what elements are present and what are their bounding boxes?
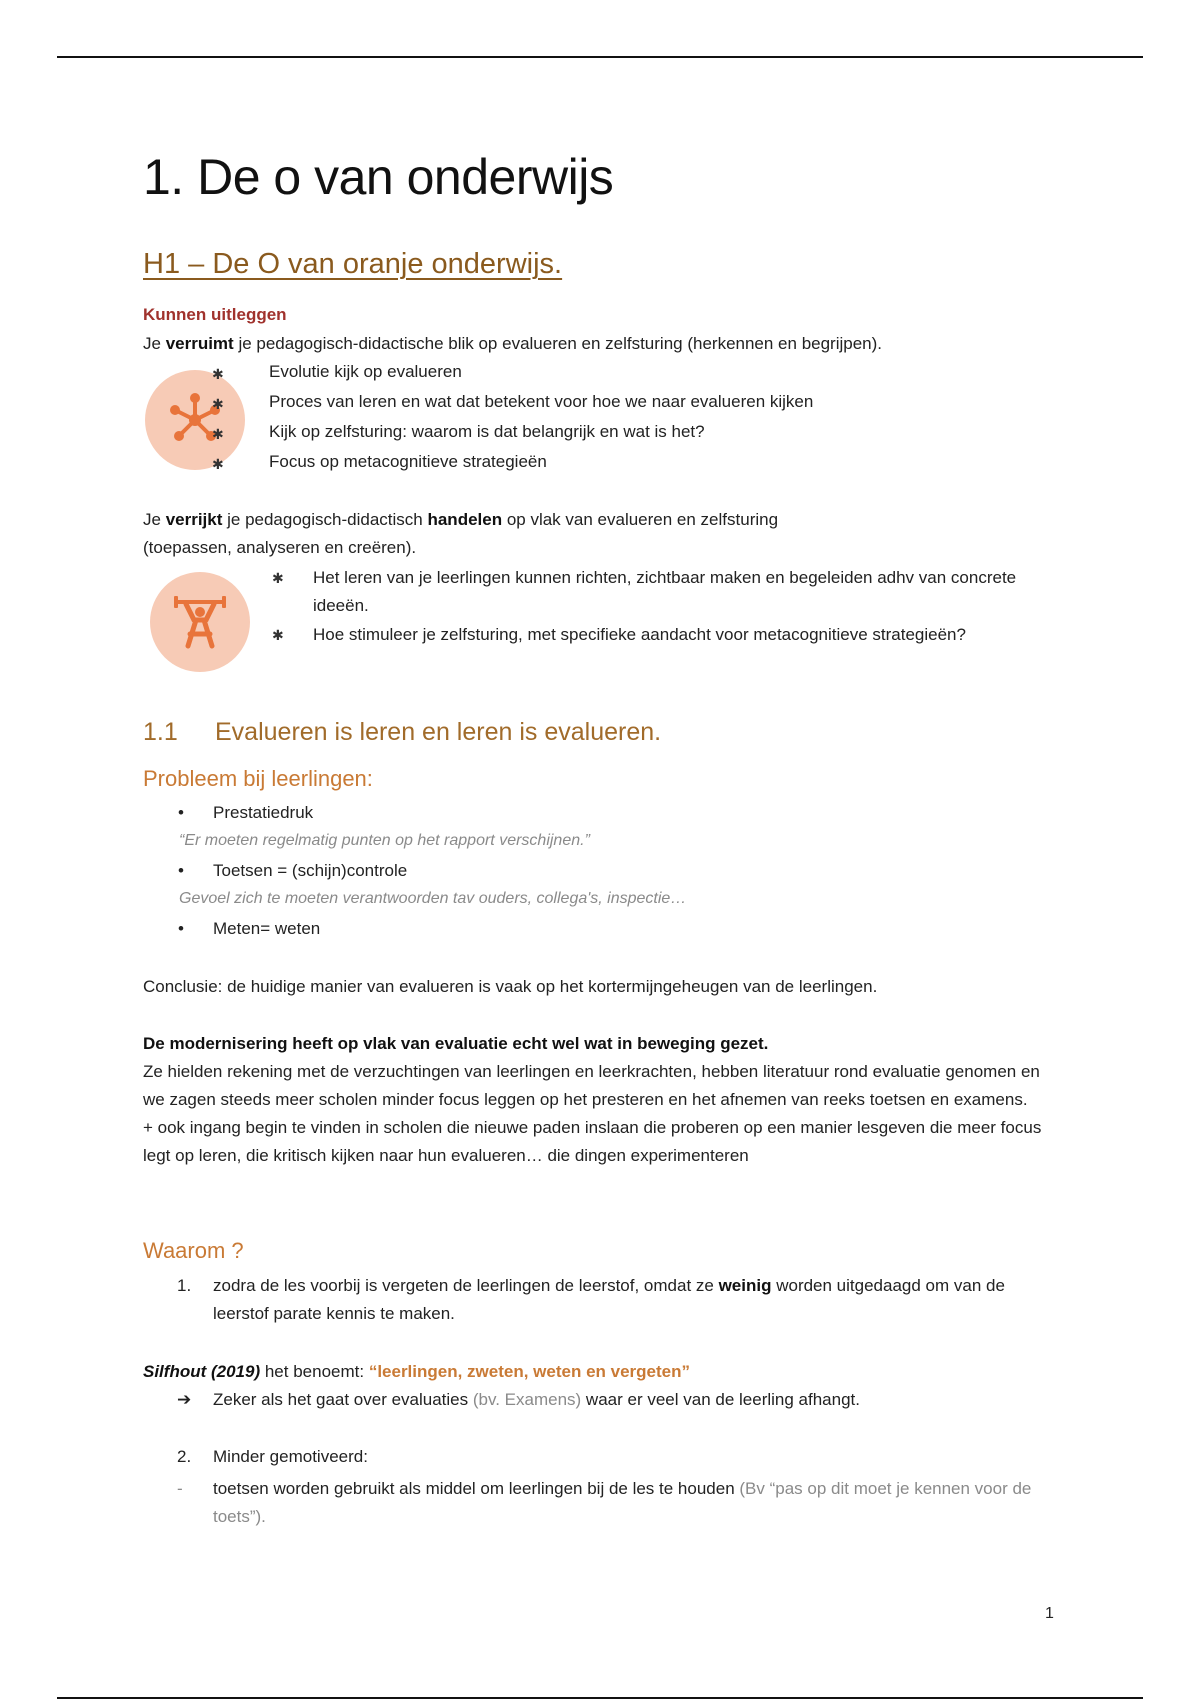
list-item: ✱ Hoe stimuleer je zelfsturing, met specifieke aandacht voor metacognitieve strategieën? <box>272 625 966 644</box>
list-item: ✱ Het leren van je leerlingen kunnen richten, zichtbaar maken en begeleiden adhv van concrete ideeën. <box>272 568 1017 615</box>
verruimt-list <box>212 357 814 477</box>
conclusie-paragraph: Conclusie: de huidige manier van evalueren is vaak op het kortermijngeheugen van de leerlingen. <box>143 977 878 996</box>
list-item: ✱ Focus op metacognitieve strategieën <box>212 452 547 472</box>
verrijkt-paragraph: Je verrijkt je pedagogisch-didactisch handelen op vlak van evalueren en zelfsturing (toepassen, analyseren en creëren). <box>143 510 779 557</box>
list-item: ✱ Proces van leren en wat dat betekent voor hoe we naar evalueren kijken <box>212 392 814 412</box>
kunnen-uitleggen-label: Kunnen uitleggen <box>143 305 287 324</box>
probleem-bullet: • Prestatiedruk <box>178 803 314 822</box>
chapter-heading: H1 – De O van oranje onderwijs. <box>143 248 563 280</box>
probleem-bullet: • Toetsen = (schijn)controle <box>178 861 408 880</box>
probleem-heading: Probleem bij leerlingen: <box>143 766 373 791</box>
waarom-item-1: 1. zodra de les voorbij is vergeten de leerlingen de leerstof, omdat ze weinig worden uitgedaagd om van de leerstof parate kennis te maken. <box>177 1276 1005 1323</box>
dash-item: - toetsen worden gebruikt als middel om leerlingen bij de les te houden (Bv “pas op dit moet je kennen voor de toets”). <box>177 1479 1032 1526</box>
list-item: ✱ Kijk op zelfsturing: waarom is dat belangrijk en wat is het? <box>212 422 705 442</box>
probleem-quote: “Er moeten regelmatig punten op het rapport verschijnen.” <box>179 832 590 849</box>
document-title: 1. De o van onderwijs <box>143 149 614 205</box>
modernisering-paragraph: De modernisering heeft op vlak van evaluatie echt wel wat in beweging gezet. Ze hielden rekening met de verzuchtingen van leerlingen en leerkrachten, hebben literatuur rond evaluatie genomen en we zagen steeds meer scholen minder focus leggen op het presteren en het afnemen van reeks toetsen en examens. + ook ingang begin te vinden in scholen die nieuwe paden inslaan die proberen op een manier lesgeven die meer focus legt op leren, die kritisch kijken naar hun evalueren… die dingen experimenteren <box>143 1034 1042 1165</box>
network-icon <box>145 370 245 470</box>
arrow-icon: ➔ <box>177 1390 192 1409</box>
list-item: ✱ Evolutie kijk op evalueren <box>212 362 462 382</box>
verrijkt-list <box>272 564 1053 650</box>
probleem-quote: Gevoel zich te moeten verantwoorden tav ouders, collega's, inspectie… <box>179 890 687 907</box>
waarom-heading: Waarom ? <box>143 1238 244 1263</box>
silfhout-line: Silfhout (2019) het benoemt: “leerlingen, zweten, weten en vergeten” <box>143 1362 691 1381</box>
section-heading: 1.1 Evalueren is leren en leren is evalueren. <box>143 718 662 746</box>
probleem-bullet: • Meten= weten <box>178 919 321 938</box>
weightlifter-icon-graphic <box>170 592 230 652</box>
weightlifter-icon <box>150 572 250 672</box>
verruimt-paragraph: Je verruimt je pedagogisch-didactische blik op evalueren en zelfsturing (herkennen en begrijpen). <box>143 334 883 353</box>
top-rule <box>57 56 1143 58</box>
page-number: 1 <box>1045 1605 1054 1622</box>
waarom-item-2: 2. Minder gemotiveerd: <box>177 1447 368 1466</box>
arrow-item: ➔ Zeker als het gaat over evaluaties (bv. Examens) waar er veel van de leerling afhangt. <box>213 1386 1063 1414</box>
bottom-rule <box>57 1697 1143 1699</box>
